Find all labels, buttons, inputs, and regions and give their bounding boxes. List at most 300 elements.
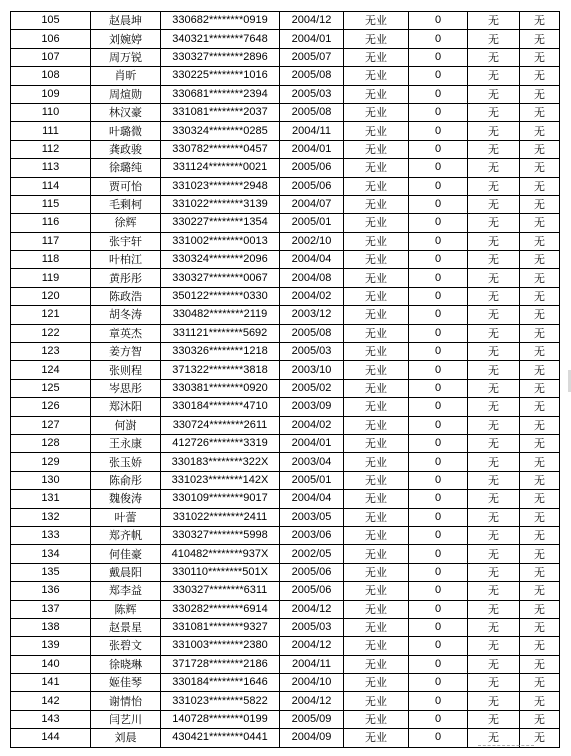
count-cell: 0 [409, 324, 468, 342]
id-number-cell: 330183********322X [161, 453, 280, 471]
id-number-cell: 331124********0021 [161, 159, 280, 177]
occupation-cell: 无业 [344, 563, 409, 581]
birth-month-cell: 2005/01 [280, 471, 344, 489]
student-table [10, 11, 560, 748]
flag-a-cell: 无 [468, 85, 520, 103]
table-row [11, 177, 560, 195]
flag-a-cell: 无 [468, 618, 520, 636]
flag-b-cell: 无 [520, 361, 560, 379]
flag-a-cell: 无 [468, 195, 520, 213]
id-number-cell: 331121********5692 [161, 324, 280, 342]
flag-a-cell: 无 [468, 67, 520, 85]
table-row [11, 398, 560, 416]
count-cell: 0 [409, 618, 468, 636]
table-row [11, 434, 560, 452]
id-number-cell: 430421********0441 [161, 729, 280, 747]
row-number-cell: 113 [11, 159, 91, 177]
birth-month-cell: 2005/08 [280, 103, 344, 121]
occupation-cell: 无业 [344, 434, 409, 452]
table-row [11, 490, 560, 508]
birth-month-cell: 2004/12 [280, 12, 344, 30]
flag-b-cell: 无 [520, 343, 560, 361]
flag-b-cell: 无 [520, 379, 560, 397]
count-cell: 0 [409, 361, 468, 379]
birth-month-cell: 2005/06 [280, 582, 344, 600]
occupation-cell: 无业 [344, 103, 409, 121]
table-row [11, 232, 560, 250]
table-row [11, 159, 560, 177]
flag-b-cell: 无 [520, 508, 560, 526]
count-cell: 0 [409, 453, 468, 471]
name-cell: 张则程 [91, 361, 161, 379]
flag-a-cell: 无 [468, 251, 520, 269]
row-number-cell: 132 [11, 508, 91, 526]
count-cell: 0 [409, 140, 468, 158]
id-number-cell: 412726********3319 [161, 434, 280, 452]
flag-a-cell: 无 [468, 655, 520, 673]
flag-b-cell: 无 [520, 195, 560, 213]
row-number-cell: 125 [11, 379, 91, 397]
name-cell: 徐辉 [91, 214, 161, 232]
occupation-cell: 无业 [344, 287, 409, 305]
row-number-cell: 114 [11, 177, 91, 195]
row-number-cell: 133 [11, 526, 91, 544]
id-number-cell: 330227********1354 [161, 214, 280, 232]
occupation-cell: 无业 [344, 710, 409, 728]
name-cell: 刘晨 [91, 729, 161, 747]
row-number-cell: 135 [11, 563, 91, 581]
flag-b-cell: 无 [520, 67, 560, 85]
name-cell: 刘婉婷 [91, 30, 161, 48]
name-cell: 周煊勋 [91, 85, 161, 103]
name-cell: 陈政浩 [91, 287, 161, 305]
table-row [11, 545, 560, 563]
occupation-cell: 无业 [344, 177, 409, 195]
flag-a-cell: 无 [468, 214, 520, 232]
name-cell: 叶蕾 [91, 508, 161, 526]
flag-a-cell: 无 [468, 398, 520, 416]
flag-b-cell: 无 [520, 140, 560, 158]
flag-b-cell: 无 [520, 471, 560, 489]
table-row [11, 471, 560, 489]
count-cell: 0 [409, 177, 468, 195]
id-number-cell: 330782********0457 [161, 140, 280, 158]
flag-a-cell: 无 [468, 306, 520, 324]
flag-b-cell: 无 [520, 214, 560, 232]
flag-a-cell: 无 [468, 324, 520, 342]
flag-b-cell: 无 [520, 526, 560, 544]
row-number-cell: 140 [11, 655, 91, 673]
name-cell: 姬佳琴 [91, 674, 161, 692]
id-number-cell: 331081********2037 [161, 103, 280, 121]
flag-a-cell: 无 [468, 453, 520, 471]
name-cell: 郑李益 [91, 582, 161, 600]
table-row [11, 30, 560, 48]
id-number-cell: 140728********0199 [161, 710, 280, 728]
flag-a-cell: 无 [468, 416, 520, 434]
table-row [11, 287, 560, 305]
occupation-cell: 无业 [344, 343, 409, 361]
flag-a-cell: 无 [468, 12, 520, 30]
row-number-cell: 129 [11, 453, 91, 471]
occupation-cell: 无业 [344, 140, 409, 158]
occupation-cell: 无业 [344, 251, 409, 269]
birth-month-cell: 2005/08 [280, 67, 344, 85]
count-cell: 0 [409, 526, 468, 544]
flag-a-cell: 无 [468, 729, 520, 747]
name-cell: 叶柏江 [91, 251, 161, 269]
name-cell: 王永康 [91, 434, 161, 452]
table-row [11, 343, 560, 361]
flag-b-cell: 无 [520, 582, 560, 600]
flag-b-cell: 无 [520, 306, 560, 324]
id-number-cell: 330327********2896 [161, 48, 280, 66]
table-row [11, 600, 560, 618]
count-cell: 0 [409, 214, 468, 232]
id-number-cell: 330225********1016 [161, 67, 280, 85]
id-number-cell: 330110********501X [161, 563, 280, 581]
occupation-cell: 无业 [344, 361, 409, 379]
id-number-cell: 330327********5998 [161, 526, 280, 544]
birth-month-cell: 2005/03 [280, 618, 344, 636]
flag-b-cell: 无 [520, 655, 560, 673]
flag-b-cell: 无 [520, 324, 560, 342]
flag-b-cell: 无 [520, 12, 560, 30]
occupation-cell: 无业 [344, 692, 409, 710]
birth-month-cell: 2003/06 [280, 526, 344, 544]
row-number-cell: 122 [11, 324, 91, 342]
birth-month-cell: 2005/07 [280, 48, 344, 66]
id-number-cell: 330184********1646 [161, 674, 280, 692]
birth-month-cell: 2004/12 [280, 637, 344, 655]
flag-a-cell: 无 [468, 545, 520, 563]
birth-month-cell: 2004/02 [280, 287, 344, 305]
count-cell: 0 [409, 12, 468, 30]
count-cell: 0 [409, 343, 468, 361]
occupation-cell: 无业 [344, 545, 409, 563]
birth-month-cell: 2005/06 [280, 159, 344, 177]
flag-b-cell: 无 [520, 122, 560, 140]
count-cell: 0 [409, 655, 468, 673]
flag-b-cell: 无 [520, 30, 560, 48]
birth-month-cell: 2005/09 [280, 710, 344, 728]
flag-b-cell: 无 [520, 453, 560, 471]
flag-a-cell: 无 [468, 637, 520, 655]
id-number-cell: 330482********2119 [161, 306, 280, 324]
occupation-cell: 无业 [344, 490, 409, 508]
birth-month-cell: 2005/08 [280, 324, 344, 342]
birth-month-cell: 2005/06 [280, 563, 344, 581]
row-number-cell: 118 [11, 251, 91, 269]
occupation-cell: 无业 [344, 600, 409, 618]
row-number-cell: 131 [11, 490, 91, 508]
occupation-cell: 无业 [344, 618, 409, 636]
id-number-cell: 331022********3139 [161, 195, 280, 213]
row-number-cell: 115 [11, 195, 91, 213]
name-cell: 贾可怡 [91, 177, 161, 195]
count-cell: 0 [409, 251, 468, 269]
count-cell: 0 [409, 637, 468, 655]
count-cell: 0 [409, 692, 468, 710]
count-cell: 0 [409, 674, 468, 692]
row-number-cell: 134 [11, 545, 91, 563]
occupation-cell: 无业 [344, 48, 409, 66]
table-row [11, 48, 560, 66]
count-cell: 0 [409, 287, 468, 305]
name-cell: 林汉豪 [91, 103, 161, 121]
row-number-cell: 141 [11, 674, 91, 692]
row-number-cell: 106 [11, 30, 91, 48]
occupation-cell: 无业 [344, 159, 409, 177]
id-number-cell: 340321********7648 [161, 30, 280, 48]
birth-month-cell: 2004/04 [280, 490, 344, 508]
flag-b-cell: 无 [520, 563, 560, 581]
occupation-cell: 无业 [344, 306, 409, 324]
birth-month-cell: 2004/01 [280, 30, 344, 48]
count-cell: 0 [409, 508, 468, 526]
row-number-cell: 128 [11, 434, 91, 452]
name-cell: 胡冬涛 [91, 306, 161, 324]
count-cell: 0 [409, 67, 468, 85]
name-cell: 肖昕 [91, 67, 161, 85]
birth-month-cell: 2004/09 [280, 729, 344, 747]
table-row [11, 103, 560, 121]
table-row [11, 67, 560, 85]
row-number-cell: 119 [11, 269, 91, 287]
birth-month-cell: 2003/09 [280, 398, 344, 416]
flag-a-cell: 无 [468, 159, 520, 177]
count-cell: 0 [409, 490, 468, 508]
occupation-cell: 无业 [344, 214, 409, 232]
flag-b-cell: 无 [520, 600, 560, 618]
flag-b-cell: 无 [520, 85, 560, 103]
occupation-cell: 无业 [344, 526, 409, 544]
flag-a-cell: 无 [468, 600, 520, 618]
row-number-cell: 111 [11, 122, 91, 140]
table-row [11, 324, 560, 342]
name-cell: 张宇轩 [91, 232, 161, 250]
occupation-cell: 无业 [344, 729, 409, 747]
table-body [11, 12, 560, 748]
flag-b-cell: 无 [520, 692, 560, 710]
flag-a-cell: 无 [468, 287, 520, 305]
count-cell: 0 [409, 159, 468, 177]
occupation-cell: 无业 [344, 379, 409, 397]
id-number-cell: 331003********2380 [161, 637, 280, 655]
birth-month-cell: 2005/03 [280, 343, 344, 361]
table-row [11, 655, 560, 673]
occupation-cell: 无业 [344, 269, 409, 287]
flag-a-cell: 无 [468, 508, 520, 526]
id-number-cell: 330326********1218 [161, 343, 280, 361]
flag-a-cell: 无 [468, 526, 520, 544]
occupation-cell: 无业 [344, 232, 409, 250]
occupation-cell: 无业 [344, 582, 409, 600]
name-cell: 闫艺川 [91, 710, 161, 728]
flag-b-cell: 无 [520, 398, 560, 416]
flag-b-cell: 无 [520, 287, 560, 305]
flag-b-cell: 无 [520, 490, 560, 508]
name-cell: 毛剩柯 [91, 195, 161, 213]
birth-month-cell: 2004/11 [280, 122, 344, 140]
row-number-cell: 110 [11, 103, 91, 121]
occupation-cell: 无业 [344, 324, 409, 342]
id-number-cell: 331002********0013 [161, 232, 280, 250]
table-row [11, 618, 560, 636]
row-number-cell: 109 [11, 85, 91, 103]
table-row [11, 251, 560, 269]
count-cell: 0 [409, 85, 468, 103]
name-cell: 陈俞彤 [91, 471, 161, 489]
table-row [11, 508, 560, 526]
flag-b-cell: 无 [520, 674, 560, 692]
flag-a-cell: 无 [468, 674, 520, 692]
id-number-cell: 330327********0067 [161, 269, 280, 287]
occupation-cell: 无业 [344, 453, 409, 471]
row-number-cell: 123 [11, 343, 91, 361]
name-cell: 戴晨阳 [91, 563, 161, 581]
table-row [11, 453, 560, 471]
row-number-cell: 130 [11, 471, 91, 489]
id-number-cell: 330324********2096 [161, 251, 280, 269]
flag-a-cell: 无 [468, 48, 520, 66]
name-cell: 黄彤彤 [91, 269, 161, 287]
count-cell: 0 [409, 195, 468, 213]
table-row [11, 526, 560, 544]
flag-a-cell: 无 [468, 140, 520, 158]
name-cell: 章英杰 [91, 324, 161, 342]
count-cell: 0 [409, 379, 468, 397]
name-cell: 徐晓琳 [91, 655, 161, 673]
row-number-cell: 136 [11, 582, 91, 600]
row-number-cell: 107 [11, 48, 91, 66]
row-number-cell: 121 [11, 306, 91, 324]
row-number-cell: 105 [11, 12, 91, 30]
flag-b-cell: 无 [520, 269, 560, 287]
id-number-cell: 331023********142X [161, 471, 280, 489]
row-number-cell: 142 [11, 692, 91, 710]
flag-a-cell: 无 [468, 563, 520, 581]
occupation-cell: 无业 [344, 398, 409, 416]
row-number-cell: 124 [11, 361, 91, 379]
id-number-cell: 330681********2394 [161, 85, 280, 103]
table-row [11, 122, 560, 140]
name-cell: 叶璐微 [91, 122, 161, 140]
row-number-cell: 108 [11, 67, 91, 85]
table-row [11, 85, 560, 103]
flag-a-cell: 无 [468, 30, 520, 48]
flag-b-cell: 无 [520, 729, 560, 747]
name-cell: 龚政骏 [91, 140, 161, 158]
occupation-cell: 无业 [344, 416, 409, 434]
table-row [11, 361, 560, 379]
count-cell: 0 [409, 48, 468, 66]
birth-month-cell: 2004/01 [280, 434, 344, 452]
occupation-cell: 无业 [344, 12, 409, 30]
flag-a-cell: 无 [468, 471, 520, 489]
name-cell: 何佳豪 [91, 545, 161, 563]
occupation-cell: 无业 [344, 195, 409, 213]
name-cell: 张碧文 [91, 637, 161, 655]
table-row [11, 140, 560, 158]
name-cell: 谢情怡 [91, 692, 161, 710]
count-cell: 0 [409, 30, 468, 48]
id-number-cell: 371322********3818 [161, 361, 280, 379]
count-cell: 0 [409, 710, 468, 728]
table-row [11, 379, 560, 397]
name-cell: 魏俊涛 [91, 490, 161, 508]
name-cell: 赵景星 [91, 618, 161, 636]
flag-b-cell: 无 [520, 416, 560, 434]
flag-a-cell: 无 [468, 269, 520, 287]
id-number-cell: 330327********6311 [161, 582, 280, 600]
flag-b-cell: 无 [520, 103, 560, 121]
row-number-cell: 117 [11, 232, 91, 250]
birth-month-cell: 2004/02 [280, 416, 344, 434]
page-edge-dashes [478, 745, 534, 746]
id-number-cell: 331023********2948 [161, 177, 280, 195]
row-number-cell: 127 [11, 416, 91, 434]
id-number-cell: 331022********2411 [161, 508, 280, 526]
table-row [11, 692, 560, 710]
flag-a-cell: 无 [468, 490, 520, 508]
row-number-cell: 138 [11, 618, 91, 636]
occupation-cell: 无业 [344, 85, 409, 103]
count-cell: 0 [409, 729, 468, 747]
name-cell: 周万锐 [91, 48, 161, 66]
occupation-cell: 无业 [344, 637, 409, 655]
count-cell: 0 [409, 122, 468, 140]
flag-b-cell: 无 [520, 177, 560, 195]
birth-month-cell: 2002/05 [280, 545, 344, 563]
id-number-cell: 330724********2611 [161, 416, 280, 434]
flag-a-cell: 无 [468, 232, 520, 250]
birth-month-cell: 2003/10 [280, 361, 344, 379]
table-row [11, 416, 560, 434]
count-cell: 0 [409, 545, 468, 563]
birth-month-cell: 2004/08 [280, 269, 344, 287]
birth-month-cell: 2004/11 [280, 655, 344, 673]
count-cell: 0 [409, 434, 468, 452]
flag-a-cell: 无 [468, 122, 520, 140]
flag-b-cell: 无 [520, 637, 560, 655]
count-cell: 0 [409, 600, 468, 618]
row-number-cell: 116 [11, 214, 91, 232]
row-number-cell: 137 [11, 600, 91, 618]
birth-month-cell: 2004/10 [280, 674, 344, 692]
count-cell: 0 [409, 306, 468, 324]
flag-b-cell: 无 [520, 618, 560, 636]
birth-month-cell: 2002/10 [280, 232, 344, 250]
flag-a-cell: 无 [468, 177, 520, 195]
birth-month-cell: 2004/07 [280, 195, 344, 213]
name-cell: 郑齐帆 [91, 526, 161, 544]
flag-b-cell: 无 [520, 159, 560, 177]
id-number-cell: 330184********4710 [161, 398, 280, 416]
row-number-cell: 143 [11, 710, 91, 728]
flag-b-cell: 无 [520, 251, 560, 269]
row-number-cell: 139 [11, 637, 91, 655]
count-cell: 0 [409, 416, 468, 434]
row-number-cell: 112 [11, 140, 91, 158]
table-row [11, 674, 560, 692]
birth-month-cell: 2005/03 [280, 85, 344, 103]
table-row [11, 214, 560, 232]
birth-month-cell: 2004/12 [280, 692, 344, 710]
name-cell: 姜方智 [91, 343, 161, 361]
name-cell: 岑思彤 [91, 379, 161, 397]
row-number-cell: 120 [11, 287, 91, 305]
